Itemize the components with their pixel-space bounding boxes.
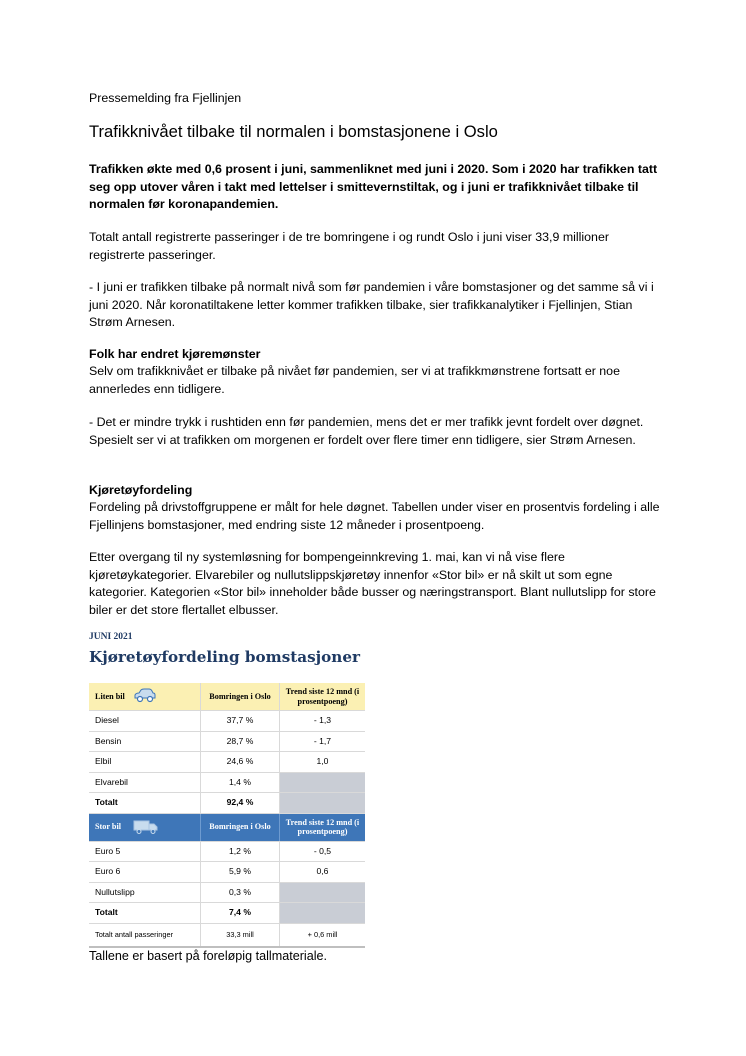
header-cell: Bomringen i Oslo <box>200 683 279 710</box>
row-trend: 0,6 <box>279 862 365 882</box>
row-label: Elvarebil <box>95 776 128 787</box>
paragraph-4: - Det er mindre trykk i rushtiden enn før pandemien, mens det er mer trafikk jevnt fordelt over døgnet. Spesielt ser vi at trafikken om morgenen er fordelt over flere timer enn tidligere, sier Strøm Arnesen. <box>89 415 644 447</box>
table-row <box>89 711 365 732</box>
table-kicker: JUNI 2021 <box>89 632 133 642</box>
row-trend-empty <box>279 883 365 903</box>
row-trend: - 1,3 <box>279 711 365 731</box>
row-label: Bensin <box>95 735 122 746</box>
table-title: Kjøretøyfordeling bomstasjoner <box>89 648 361 666</box>
row-value: 0,3 % <box>200 883 279 903</box>
row-label: Euro 6 <box>95 866 121 876</box>
footnote: Tallene er basert på foreløpig tallmateriale. <box>89 949 328 963</box>
row-label: Diesel <box>95 715 119 725</box>
table-row <box>89 773 365 794</box>
header-label: Liten bil <box>95 691 125 701</box>
table-total-row <box>89 793 365 814</box>
paragraph-5: Fordeling på drivstoffgruppene er målt for hele døgnet. Tabellen under viser en prosentvis fordeling i alle Fjellinjens bomstasjoner, med endring siste 12 måneder i prosentpoeng. <box>89 500 660 532</box>
row-label: Euro 5 <box>95 845 121 856</box>
row-value: 37,7 % <box>200 711 279 731</box>
row-trend-empty <box>279 793 365 813</box>
paragraph-3: Selv om trafikknivået er tilbake på nivået før pandemien, ser vi at trafikkmønstrene fortsatt er noe annerledes enn tidligere. <box>89 364 620 396</box>
table-total-row <box>89 903 365 924</box>
row-value: 24,6 % <box>200 752 279 772</box>
row-value: 1,2 % <box>200 842 279 862</box>
row-trend: + 0,6 mill <box>279 924 365 946</box>
table-row <box>89 862 365 883</box>
header-cell: Bomringen i Oslo <box>200 814 279 841</box>
table-grand-total-row <box>89 924 365 948</box>
row-trend: - 0,5 <box>279 842 365 862</box>
lead-paragraph: Trafikken økte med 0,6 prosent i juni, sammenliknet med juni i 2020. Som i 2020 har trafikken tatt seg opp utover våren i takt med lettelser i smittevernstiltak, og i juni er trafikknivået tilbake til normalen før koronapandemien. <box>89 162 658 211</box>
row-trend: - 1,7 <box>279 732 365 752</box>
table-row <box>89 842 365 863</box>
table-row <box>89 752 365 773</box>
table-row <box>89 732 365 753</box>
row-trend-empty <box>279 903 365 923</box>
row-value: 33,3 mill <box>200 924 279 946</box>
header-cell <box>89 814 200 841</box>
subheading-kjoretoyfordeling: Kjøretøyfordeling <box>89 483 193 497</box>
car-icon <box>133 688 157 704</box>
table-header-large <box>89 814 365 842</box>
subheading-kjoremonster: Folk har endret kjøremønster <box>89 347 261 361</box>
row-label: Totalt <box>95 907 118 917</box>
row-value: 92,4 % <box>200 793 279 813</box>
table-row <box>89 883 365 904</box>
row-trend: 1,0 <box>279 752 365 772</box>
header-cell: Trend siste 12 mnd (i prosentpoeng) <box>279 683 365 710</box>
row-label: Nullutslipp <box>95 886 135 897</box>
row-trend-empty <box>279 773 365 793</box>
row-label: Elbil <box>95 756 112 766</box>
row-value: 5,9 % <box>200 862 279 882</box>
pretitle: Pressemelding fra Fjellinjen <box>89 91 242 105</box>
header-cell: Trend siste 12 mnd (i prosentpoeng) <box>279 814 365 841</box>
row-label: Totalt antall passeringer <box>95 929 174 939</box>
paragraph-2: - I juni er trafikken tilbake på normalt nivå som før pandemien i våre bomstasjoner og det samme så vi i juni 2020. Når koronatiltakene letter kommer trafikken tilbake, sier trafikkanalytiker i Fjellinjen, Stian Strøm Arnesen. <box>89 280 654 329</box>
header-cell <box>89 683 200 710</box>
row-value: 7,4 % <box>200 903 279 923</box>
header-label: Stor bil <box>95 822 122 832</box>
truck-icon <box>133 820 159 834</box>
row-label: Totalt <box>95 797 118 807</box>
table-header-small <box>89 683 365 711</box>
page-title: Trafikknivået tilbake til normalen i bomstasjonene i Oslo <box>89 122 498 141</box>
paragraph-1: Totalt antall registrerte passeringer i de tre bomringene i og rundt Oslo i juni viser 33,9 millioner registrerte passeringer. <box>89 230 609 262</box>
row-value: 28,7 % <box>200 732 279 752</box>
paragraph-6: Etter overgang til ny systemløsning for bompengeinnkreving 1. mai, kan vi nå vise flere kjøretøykategorier. Elvarebiler og nullutslippskjøretøy innenfor «Stor bil» er nå skilt ut som egne kategorier. Kategorien «Stor bil» inneholder både busser og næringstransport. Blant nullutslipp for store biler er det store flertallet elbusser. <box>89 550 656 617</box>
row-value: 1,4 % <box>200 773 279 793</box>
vehicle-distribution-table <box>89 683 365 948</box>
